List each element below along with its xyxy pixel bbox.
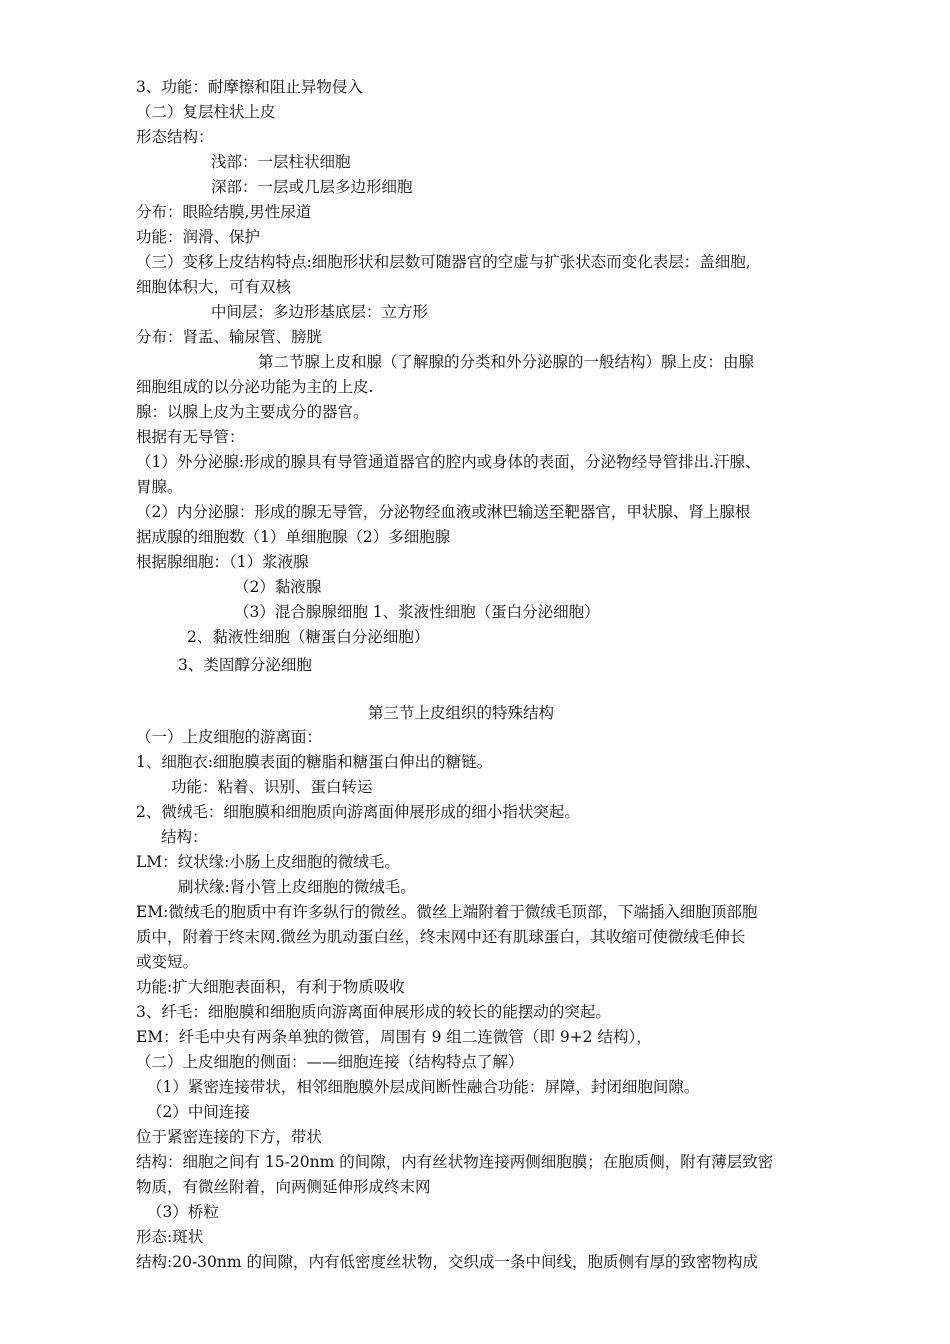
text-line: 结构：细胞之间有 15-20nm 的间隙，内有丝状物连接两侧细胞膜；在胞质侧，附有薄层致密 bbox=[136, 1153, 774, 1171]
text-line: 3、纤毛：细胞膜和细胞质向游离面伸展形成的较长的能摆动的突起。 bbox=[136, 1003, 611, 1021]
text-line: （1）外分泌腺:形成的腺具有导管通道器官的腔内或身体的表面，分泌物经导管排出.汗腺、 bbox=[136, 453, 761, 471]
text-line: （3）桥粒 bbox=[147, 1203, 219, 1221]
text-line: 结构:20-30nm 的间隙，内有低密度丝状物，交织成一条中间线，胞质侧有厚的致密物构成 bbox=[136, 1253, 759, 1271]
text-line: 分布：肾盂、输尿管、膀胱 bbox=[136, 328, 323, 346]
text-line: 细胞组成的以分泌功能为主的上皮. bbox=[136, 378, 374, 396]
text-line: （1）紧密连接带状，相邻细胞膜外层成间断性融合功能：屏障，封闭细胞间隙。 bbox=[147, 1078, 700, 1096]
text-line: 结构： bbox=[161, 828, 208, 846]
text-line: 质中，附着于终末网.微丝为肌动蛋白丝，终末网中还有肌球蛋白，其收缩可使微绒毛伸长 bbox=[136, 928, 746, 946]
text-line: 功能:扩大细胞表面积，有利于物质吸收 bbox=[136, 978, 405, 996]
text-line: 腺：以腺上皮为主要成分的器官。 bbox=[136, 403, 369, 421]
text-line: 1、细胞衣:细胞膜表面的糖脂和糖蛋白伸出的糖链。 bbox=[136, 753, 493, 771]
text-line: 功能：粘着、识别、蛋白转运 bbox=[171, 778, 373, 796]
text-line: （2）内分泌腺：形成的腺无导管，分泌物经血液或淋巴输送至靶器官，甲状腺、肾上腺根 bbox=[136, 503, 751, 521]
text-line: 据成腺的细胞数（1）单细胞腺（2）多细胞腺 bbox=[136, 528, 451, 546]
text-line: （二）复层柱状上皮 bbox=[136, 103, 276, 121]
text-line: 细胞体积大，可有双核 bbox=[136, 278, 292, 296]
text-line: 胃腺。 bbox=[136, 478, 183, 496]
text-line: 或变短。 bbox=[136, 953, 199, 971]
text-line: 3、类固醇分泌细胞 bbox=[178, 656, 312, 674]
text-line: EM:微绒毛的胞质中有许多纵行的微丝。微丝上端附着于微绒毛顶部，下端插入细胞顶部胞 bbox=[136, 903, 758, 921]
text-line: 形态结构： bbox=[136, 128, 214, 146]
text-line: 浅部：一层柱状细胞 bbox=[211, 153, 351, 171]
text-line: （二）上皮细胞的侧面：——细胞连接（结构特点了解） bbox=[136, 1053, 524, 1071]
text-line: 3、功能：耐摩擦和阻止异物侵入 bbox=[136, 78, 363, 96]
text-line: 根据腺细胞：（1）浆液腺 bbox=[136, 553, 309, 571]
text-line: EM：纤毛中央有两条单独的微管，周围有 9 组二连微管（即 9+2 结构）， bbox=[136, 1028, 652, 1046]
text-line: 2、微绒毛：细胞膜和细胞质向游离面伸展形成的细小指状突起。 bbox=[136, 803, 580, 821]
text-line: 刷状缘:肾小管上皮细胞的微绒毛。 bbox=[178, 878, 416, 896]
text-line: 深部：一层或几层多边形细胞 bbox=[211, 178, 413, 196]
text-line: 位于紧密连接的下方，带状 bbox=[136, 1128, 323, 1146]
text-line: 分布：眼睑结膜,男性尿道 bbox=[136, 203, 312, 221]
text-line: 物质，有微丝附着，向两侧延伸形成终末网 bbox=[136, 1178, 431, 1196]
text-line: 根据有无导管： bbox=[136, 428, 245, 446]
text-line: （2）黏液腺 bbox=[234, 578, 322, 596]
text-line: （三）变移上皮结构特点:细胞形状和层数可随器官的空虚与扩张状态而变化表层：盖细胞, bbox=[136, 253, 751, 271]
section-heading: 第三节上皮组织的特殊结构 bbox=[368, 704, 555, 722]
text-line: （2）中间连接 bbox=[147, 1103, 250, 1121]
text-line: 中间层：多边形基底层：立方形 bbox=[211, 303, 429, 321]
text-line: 2、黏液性细胞（糖蛋白分泌细胞） bbox=[187, 628, 430, 646]
text-line: 形态:斑状 bbox=[136, 1228, 204, 1246]
section-heading: 第二节腺上皮和腺（了解腺的分类和外分泌腺的一般结构）腺上皮：由腺 bbox=[258, 353, 755, 371]
text-line: （3）混合腺腺细胞 1、浆液性细胞（蛋白分泌细胞） bbox=[234, 603, 600, 621]
text-line: LM：纹状缘:小肠上皮细胞的微绒毛。 bbox=[136, 853, 400, 871]
text-line: （一）上皮细胞的游离面： bbox=[136, 728, 323, 746]
text-line: 功能：润滑、保护 bbox=[136, 228, 261, 246]
